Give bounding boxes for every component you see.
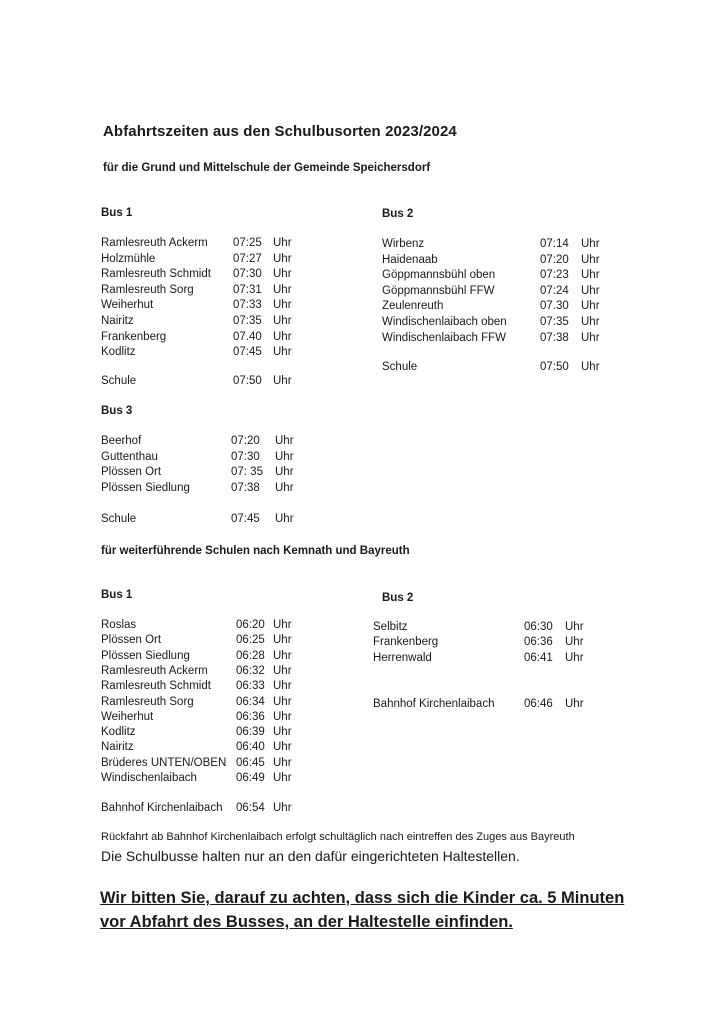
s2-bus2-label: Bus 2	[382, 592, 414, 604]
departure-time: 06:54	[236, 802, 265, 814]
stop-name: Herrenwald	[373, 651, 432, 664]
stop-name: Schule	[382, 361, 418, 373]
time-unit: Uhr	[273, 375, 292, 387]
departure-time: 07:20	[540, 253, 569, 266]
time-unit: Uhr	[273, 315, 292, 327]
stop-name: Frankenberg	[101, 330, 167, 343]
departure-time: 07:25	[233, 237, 262, 249]
departure-time: 07:14	[540, 238, 569, 250]
stop-name: Plössen Siedlung	[101, 481, 190, 494]
stop-name: Selbitz	[373, 621, 408, 633]
s1-bus3-label: Bus 3	[101, 405, 133, 417]
time-unit: Uhr	[273, 299, 292, 312]
stop-name: Schule	[101, 513, 137, 525]
departure-time: 06:49	[236, 772, 265, 784]
stop-name: Weiherhut	[101, 710, 154, 723]
time-unit: Uhr	[273, 802, 292, 814]
departure-time: 06:33	[236, 680, 265, 693]
time-unit: Uhr	[565, 651, 584, 664]
time-unit: Uhr	[581, 331, 600, 344]
departure-time: 07:33	[233, 299, 262, 312]
departure-time: 07:20	[231, 435, 260, 447]
stop-name: Kodlitz	[101, 726, 136, 739]
time-unit: Uhr	[273, 741, 292, 754]
time-unit: Uhr	[581, 316, 600, 328]
time-unit: Uhr	[581, 300, 600, 313]
time-unit: Uhr	[273, 619, 292, 631]
stop-name: Nairitz	[101, 741, 134, 754]
stop-name: Windischenlaibach oben	[382, 316, 507, 328]
return-note: Rückfahrt ab Bahnhof Kirchenlaibach erfolgt schultäglich nach eintreffen des Zuges aus Bayreuth	[101, 831, 575, 843]
time-unit: Uhr	[273, 756, 292, 769]
time-unit: Uhr	[275, 435, 294, 447]
stop-name: Plössen Ort	[101, 466, 162, 479]
departure-time: 06:25	[236, 634, 265, 647]
stop-name: Bahnhof Kirchenlaibach	[373, 698, 495, 710]
stop-name: Plössen Siedlung	[101, 649, 190, 662]
departure-time: 06:46	[524, 698, 553, 710]
time-unit: Uhr	[273, 680, 292, 693]
departure-time: 06:20	[236, 619, 265, 631]
departure-time: 06:32	[236, 664, 265, 677]
departure-time: 07:35	[233, 315, 262, 327]
warning-line-1: Wir bitten Sie, darauf zu achten, dass sich die Kinder ca. 5 Minuten	[100, 889, 625, 907]
stop-name: Schule	[101, 375, 137, 387]
departure-time: 07:24	[540, 284, 569, 297]
departure-time: 07:50	[233, 375, 262, 387]
time-unit: Uhr	[273, 237, 292, 249]
time-unit: Uhr	[273, 726, 292, 739]
departure-time: 07:30	[233, 268, 262, 281]
time-unit: Uhr	[581, 361, 600, 373]
stop-name: Ramlesreuth Schmidt	[101, 268, 211, 281]
departure-time: 07:50	[540, 361, 569, 373]
stop-name: Bahnhof Kirchenlaibach	[101, 802, 223, 814]
departure-time: 06:28	[236, 649, 265, 662]
departure-time: 06:34	[236, 695, 265, 708]
departure-time: 07:30	[231, 450, 260, 463]
stop-name: Kodlitz	[101, 346, 136, 359]
time-unit: Uhr	[275, 481, 294, 494]
departure-time: 07.30	[540, 300, 569, 313]
section1-heading: für die Grund und Mittelschule der Gemeinde Speichersdorf	[103, 162, 431, 174]
stop-name: Ramlesreuth Ackerm	[101, 237, 208, 249]
stop-name: Ramlesreuth Ackerm	[101, 664, 208, 677]
stop-name: Holzmühle	[101, 252, 156, 265]
time-unit: Uhr	[275, 513, 294, 525]
time-unit: Uhr	[581, 253, 600, 266]
stop-name: Wirbenz	[382, 238, 425, 250]
s1-bus2-label: Bus 2	[382, 208, 414, 220]
departure-time: 07:23	[540, 269, 569, 282]
departure-time: 07:38	[231, 481, 260, 494]
stop-name: Beerhof	[101, 435, 142, 447]
time-unit: Uhr	[273, 649, 292, 662]
departure-time: 07: 35	[231, 466, 263, 479]
time-unit: Uhr	[581, 284, 600, 297]
time-unit: Uhr	[273, 772, 292, 784]
departure-time: 07:38	[540, 331, 569, 344]
departure-time: 07:45	[233, 346, 262, 359]
stop-name: Windischenlaibach FFW	[382, 331, 506, 344]
stop-name: Göppmannsbühl FFW	[382, 284, 495, 297]
section2-heading: für weiterführende Schulen nach Kemnath und Bayreuth	[101, 545, 410, 557]
departure-time: 07:27	[233, 252, 262, 265]
time-unit: Uhr	[273, 664, 292, 677]
s1-bus1-label: Bus 1	[101, 207, 133, 219]
time-unit: Uhr	[581, 238, 600, 250]
departure-time: 07:35	[540, 316, 569, 328]
time-unit: Uhr	[273, 268, 292, 281]
stops-note: Die Schulbusse halten nur an den dafür eingerichteten Haltestellen.	[101, 848, 520, 864]
stop-name: Haidenaab	[382, 253, 438, 266]
stop-name: Guttenthau	[101, 450, 158, 463]
time-unit: Uhr	[273, 346, 292, 359]
time-unit: Uhr	[273, 710, 292, 723]
stop-name: Ramlesreuth Sorg	[101, 283, 194, 296]
s2-bus1-label: Bus 1	[101, 589, 133, 601]
departure-time: 07.40	[233, 330, 262, 343]
departure-time: 07:45	[231, 513, 260, 525]
stop-name: Windischenlaibach	[101, 772, 197, 784]
departure-time: 07:31	[233, 283, 262, 296]
stop-name: Roslas	[101, 619, 137, 631]
stop-name: Göppmannsbühl oben	[382, 269, 496, 282]
stop-name: Plössen Ort	[101, 634, 162, 647]
time-unit: Uhr	[273, 252, 292, 265]
time-unit: Uhr	[565, 636, 584, 649]
stop-name: Ramlesreuth Schmidt	[101, 680, 211, 693]
time-unit: Uhr	[275, 450, 294, 463]
stop-name: Brüderes UNTEN/OBEN	[101, 756, 227, 769]
departure-time: 06:41	[524, 651, 553, 664]
time-unit: Uhr	[565, 698, 584, 710]
time-unit: Uhr	[275, 466, 294, 479]
stop-name: Nairitz	[101, 315, 134, 327]
departure-time: 06:36	[236, 710, 265, 723]
departure-time: 06:36	[524, 636, 553, 649]
stop-name: Zeulenreuth	[382, 300, 444, 313]
time-unit: Uhr	[581, 269, 600, 282]
time-unit: Uhr	[273, 695, 292, 708]
warning-line-2: vor Abfahrt des Busses, an der Haltestelle einfinden.	[100, 913, 513, 931]
departure-time: 06:40	[236, 741, 265, 754]
time-unit: Uhr	[273, 634, 292, 647]
stop-name: Ramlesreuth Sorg	[101, 695, 194, 708]
time-unit: Uhr	[565, 621, 584, 633]
page-title: Abfahrtszeiten aus den Schulbusorten 2023/2024	[103, 123, 457, 140]
departure-time: 06:39	[236, 726, 265, 739]
stop-name: Frankenberg	[373, 636, 439, 649]
stop-name: Weiherhut	[101, 299, 154, 312]
time-unit: Uhr	[273, 283, 292, 296]
departure-time: 06:45	[236, 756, 265, 769]
time-unit: Uhr	[273, 330, 292, 343]
departure-time: 06:30	[524, 621, 553, 633]
